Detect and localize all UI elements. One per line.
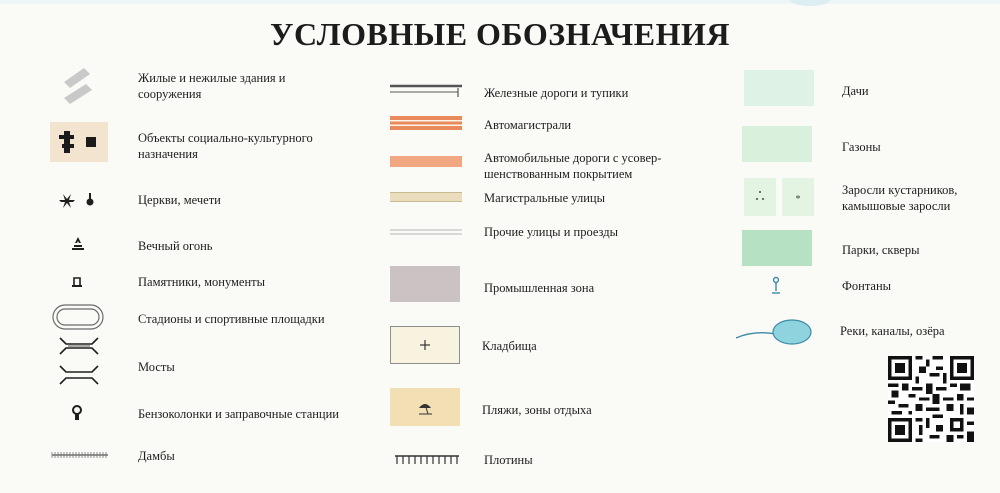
- legend-title: УСЛОВНЫЕ ОБОЗНАЧЕНИЯ: [270, 16, 730, 52]
- legend-label-highway: Автомагистрали: [484, 118, 572, 132]
- bridge-icon: [56, 336, 102, 386]
- monument-icon: [70, 274, 84, 288]
- highway-icon: [388, 116, 464, 130]
- gas-station-icon: [70, 404, 84, 422]
- stadium-icon: [52, 304, 104, 330]
- legend-label-dam: Дамбы: [138, 449, 175, 463]
- legend-label-stadium: Стадионы и спортивные площадки: [138, 312, 325, 326]
- church-mosque-icon: [55, 190, 103, 210]
- legend-label-industrial-zone: Промышленная зона: [484, 281, 595, 295]
- legend-label-other-street: Прочие улицы и проезды: [484, 225, 619, 239]
- legend-label-cemetery: Кладбища: [482, 339, 537, 353]
- legend-label-fountain: Фонтаны: [842, 279, 892, 293]
- map-edge-water: [790, 0, 830, 6]
- svg-text:*: *: [795, 194, 801, 205]
- qr-code-icon[interactable]: [888, 356, 974, 442]
- legend-label-sociocultural-objects: Объекты социально-культурного назначения: [138, 131, 313, 161]
- fountain-icon: [771, 276, 781, 296]
- legend-label-main-street: Магистральные улицы: [484, 191, 605, 205]
- legend-label-eternal-flame: Вечный огонь: [138, 239, 213, 253]
- legend-label-parks: Парки, скверы: [842, 243, 920, 257]
- legend-label-church-mosque: Церкви, мечети: [138, 193, 221, 207]
- legend-label-gas-station: Бензоколонки и заправочные станции: [138, 407, 340, 421]
- legend-label-railway: Железные дороги и тупики: [484, 86, 629, 100]
- sociocultural-objects-icon: [50, 122, 108, 162]
- legend-label-paved-road: Автомобильные дороги с усовер-шенствованным покрытием: [484, 151, 662, 181]
- beach-icon: [390, 388, 460, 426]
- weir-icon: [394, 454, 460, 466]
- paved-road-icon: [388, 156, 464, 168]
- eternal-flame-icon: [70, 236, 86, 252]
- legend-label-bridge: Мосты: [138, 360, 175, 374]
- main-street-icon: [388, 192, 464, 204]
- legend-label-dachas: Дачи: [842, 84, 869, 98]
- legend-label-lawns: Газоны: [842, 140, 881, 154]
- cemetery-icon: [390, 326, 460, 364]
- other-street-icon: [388, 228, 464, 236]
- dachas-icon: [744, 70, 814, 106]
- legend-label-weir: Плотины: [484, 453, 533, 467]
- residential-buildings-icon: [58, 64, 100, 108]
- lawns-icon: [742, 126, 812, 162]
- legend-label-shrubs: Заросли кустарников, камышовые заросли: [842, 183, 958, 213]
- legend-label-beach: Пляжи, зоны отдыха: [482, 403, 592, 417]
- legend-label-water: Реки, каналы, озёра: [840, 324, 945, 338]
- map-edge-strip: [0, 0, 1000, 4]
- shrubs-icon: [744, 178, 814, 216]
- parks-icon: [742, 230, 812, 266]
- industrial-zone-icon: [390, 266, 460, 302]
- dam-icon: [50, 450, 110, 460]
- legend-label-residential-buildings: Жилые и нежилые здания и сооружения: [138, 71, 286, 101]
- legend-label-monument: Памятники, монументы: [138, 275, 266, 289]
- railway-icon: [388, 82, 464, 98]
- water-icon: [734, 316, 814, 350]
